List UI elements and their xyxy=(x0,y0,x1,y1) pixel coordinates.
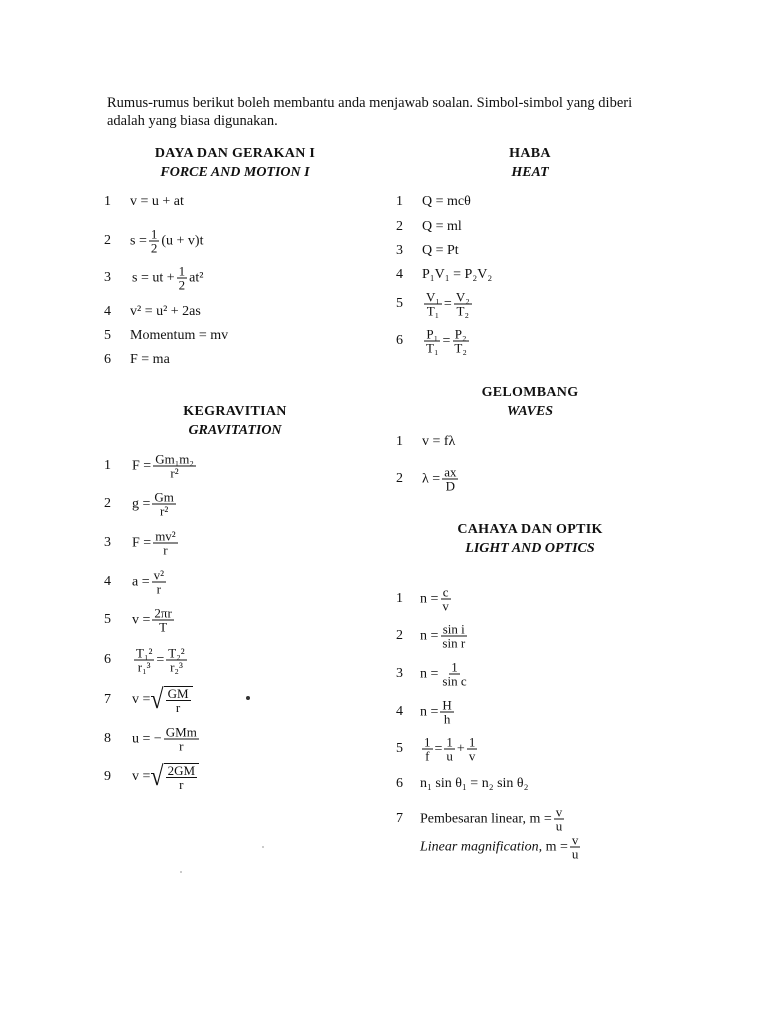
heat-expr-2: Q = ml xyxy=(422,219,462,234)
optics-formula-3: 3 n = $\frac{1}{\text{sin c}}$ xyxy=(396,659,467,689)
grav-formula-4: 4 a = $\frac{\text{v²}}{r}$ xyxy=(104,567,165,597)
optics-formula-1: 1 n = $\frac{c}{v}$ xyxy=(396,584,449,614)
waves-formula-2: 2 λ = $\frac{ax}{D}$ xyxy=(396,464,457,494)
fm-expr-4: v² = u² + 2as xyxy=(130,304,201,319)
fm-num-2: 2 xyxy=(104,233,111,248)
grav-formula-9: 9 v = √ 2GM r xyxy=(104,762,304,792)
fm-frac-3: $\frac{1}{2}$ xyxy=(178,263,186,293)
force-motion-subtitle: FORCE AND MOTION I xyxy=(160,165,310,180)
grav-formula-6: 6 T₁² r₁³ = T₂² r₂³ xyxy=(104,645,185,675)
fm-num-3: 3 xyxy=(104,270,111,285)
speck xyxy=(180,871,182,873)
fm-lhs-3: s = ut + xyxy=(132,270,175,285)
stray-dot xyxy=(246,696,250,700)
intro-line-1: Rumus-rumus berikut boleh membantu anda menjawab soalan. Simbol-simbol yang diberi xyxy=(107,95,633,111)
optics-formula-4: 4 n = $\frac{H}{h}$ xyxy=(396,697,452,727)
optics-formula-2: 2 n = $\frac{\text{sin i}}{\text{sin r}}$ xyxy=(396,621,466,651)
fm-rhs-3: at² xyxy=(189,270,204,285)
grav-formula-5: 5 v = $\frac{2\pi r}{T}$ xyxy=(104,605,172,635)
fm-expr-5: Momentum = mv xyxy=(130,328,229,343)
heat-formula-5: 5 V₁ T₁ = V₂ T₂ xyxy=(396,289,470,319)
fm-formula-2 xyxy=(104,226,344,256)
fm-rhs-2: (u + v)t xyxy=(161,233,204,248)
heat-formula-4 xyxy=(396,265,596,285)
fm-lhs-2: s = xyxy=(130,233,147,248)
heat-num-1: 1 xyxy=(396,194,403,209)
intro-text xyxy=(107,94,667,130)
heat-formula-1 xyxy=(396,192,596,212)
heat-num-6: 6 xyxy=(396,333,403,348)
heat-num-2: 2 xyxy=(396,219,403,234)
grav-formula-8: 8 u = − GMm r xyxy=(104,724,197,754)
heat-formula-2 xyxy=(396,217,596,237)
force-motion-header xyxy=(120,144,350,182)
fm-expr-1: v = u + at xyxy=(130,194,184,209)
optics-title: CAHAYA DAN OPTIK xyxy=(457,522,603,537)
waves-formula-1 xyxy=(396,432,596,452)
fm-formula-1 xyxy=(104,192,344,212)
optics-subtitle: LIGHT AND OPTICS xyxy=(465,541,595,556)
heat-num-4: 4 xyxy=(396,267,403,282)
gravitation-title: KEGRAVITIAN xyxy=(183,404,287,419)
waves-header xyxy=(450,383,610,421)
heat-expr-3: Q = Pt xyxy=(422,243,459,258)
fm-num-4: 4 xyxy=(104,304,111,319)
waves-subtitle: WAVES xyxy=(506,404,554,419)
fm-frac-2: $\frac{1}{2}$ xyxy=(150,226,158,256)
fm-expr-6: F = ma xyxy=(130,352,170,367)
grav-formula-3: 3 F = $\frac{\text{mv²}}{r}$ xyxy=(104,528,176,558)
fm-num-1: 1 xyxy=(104,194,111,209)
fm-formula-4 xyxy=(104,302,344,322)
fm-formula-6 xyxy=(104,350,344,370)
fm-num-6: 6 xyxy=(104,352,111,367)
optics-formula-7: 7 Pembesaran linear, m = $\frac{v}{u}$ xyxy=(396,804,563,834)
heat-num-3: 3 xyxy=(396,243,403,258)
grav-formula-7: 7 v = √ GM r xyxy=(104,685,304,715)
heat-formula-3 xyxy=(396,241,596,261)
gravitation-subtitle: GRAVITATION xyxy=(188,423,282,438)
gravitation-header xyxy=(150,402,320,440)
optics-formula-7-en: Linear magnification, m = $\frac{v}{u}$ xyxy=(420,832,579,862)
speck xyxy=(262,846,264,848)
optics-formula-5: 5 1 f = 1 u + 1 v xyxy=(396,734,476,764)
heat-expr-1: Q = mcθ xyxy=(422,194,471,209)
heat-header xyxy=(460,144,600,182)
force-motion-title: DAYA DAN GERAKAN I xyxy=(154,146,316,161)
optics-formula-6: 6 n₁ sin θ₁ = n₂ sin θ₂ xyxy=(396,776,529,791)
fm-formula-5 xyxy=(104,326,344,346)
waves-expr-1: v = fλ xyxy=(422,434,456,449)
fm-num-5: 5 xyxy=(104,328,111,343)
heat-subtitle: HEAT xyxy=(511,165,549,180)
optics-header xyxy=(420,520,640,558)
heat-expr-4: P₁V₁ = P₂V₂ xyxy=(422,267,493,282)
heat-num-5: 5 xyxy=(396,296,403,311)
fm-formula-3 xyxy=(104,263,344,293)
intro-line-2: adalah yang biasa digunakan. xyxy=(107,113,278,129)
heat-formula-6: 6 P₁ T₁ = P₂ T₂ xyxy=(396,326,467,356)
waves-num-1: 1 xyxy=(396,434,403,449)
waves-num-2: 2 xyxy=(396,471,403,486)
waves-title: GELOMBANG xyxy=(481,385,579,400)
heat-title: HABA xyxy=(509,146,551,161)
grav-formula-1: 1 F = $\frac{\text{Gm₁m₂}}{\text{r²}}$ xyxy=(104,451,194,481)
grav-formula-2: 2 g = $\frac{Gm}{\text{r²}}$ xyxy=(104,489,174,519)
